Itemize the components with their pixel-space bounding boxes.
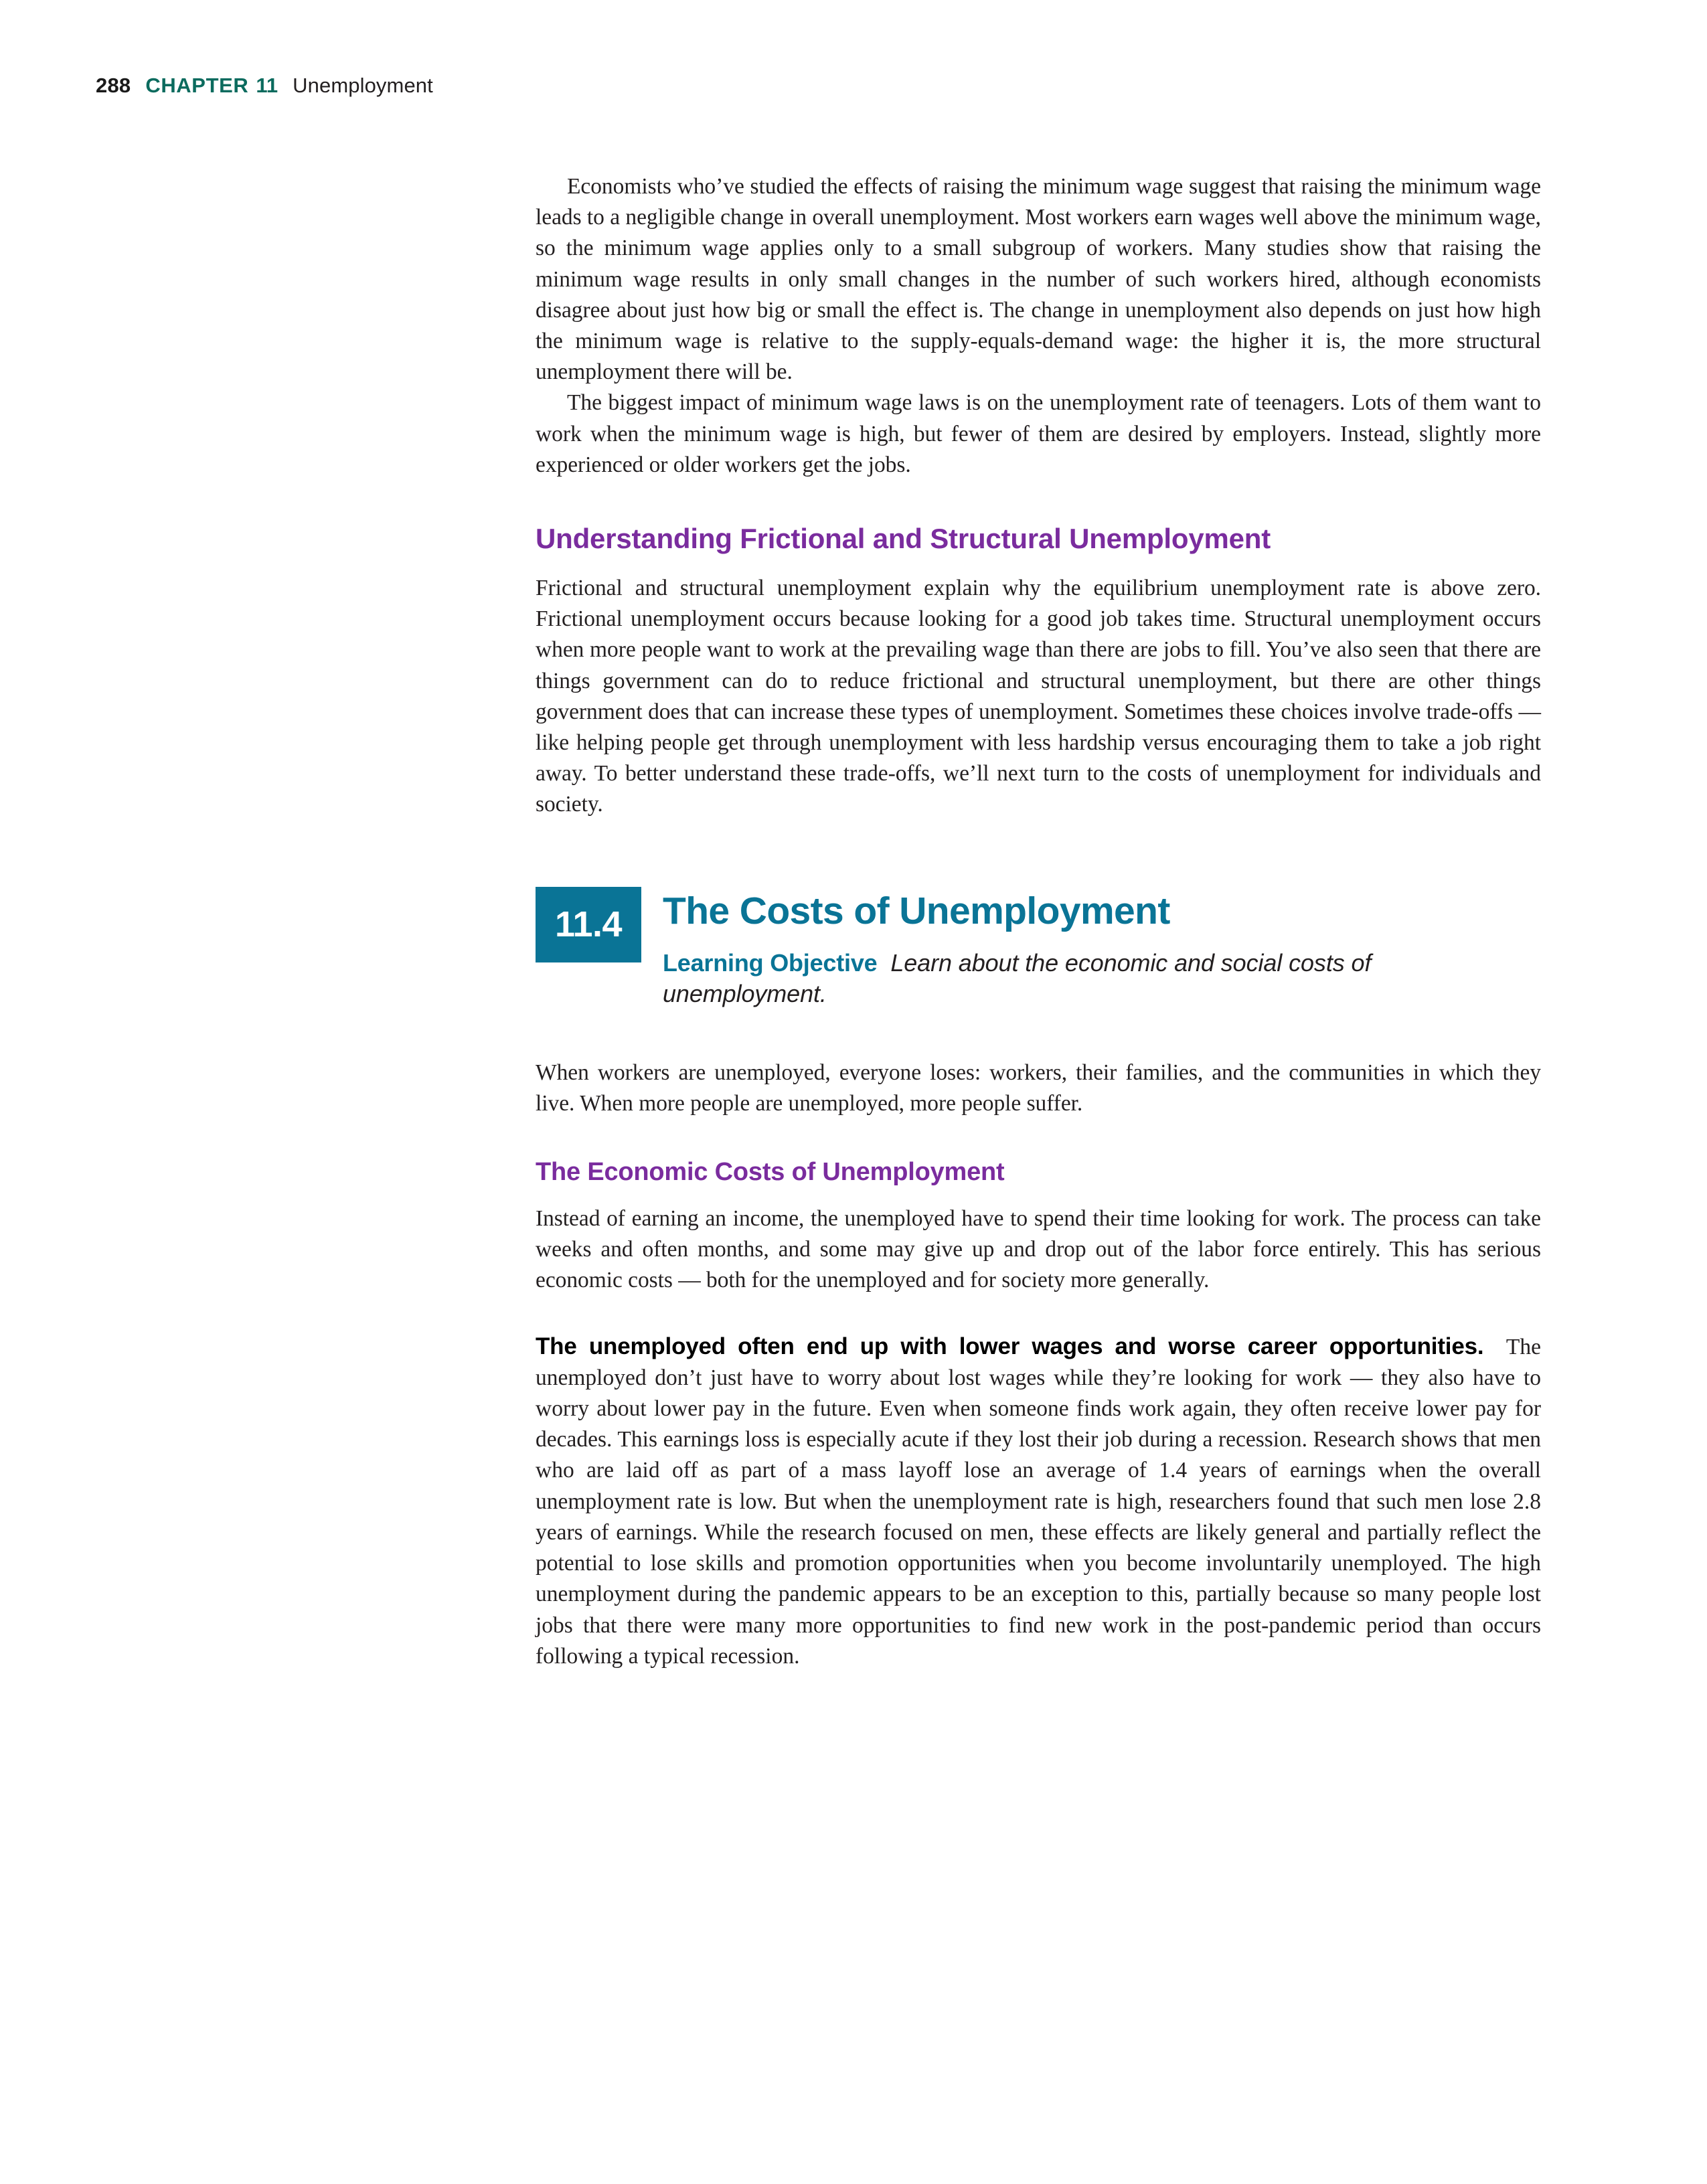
runin-body-text: The unemployed don’t just have to worry about lost wages while they’re looking for work — they also have to worry about lower pay in the future. Even when someone finds work again, they often receive lower pay for decades. This earnings loss is especially acute if they lost their job during a recession. Research shows that men who are laid off as part of a mass layoff lose an average of 1.4 years of earnings when the overall unemployment rate is low. But when the unemployment rate is high, researchers found that such men lose 2.8 years of earnings. While the research focused on men, these effects are likely general and partially reflect the potential to lose skills and promotion opportunities when you become involuntarily unemployed. The high unemployment during the pandemic appears to be an exception to this, partially because so many people lost jobs that there were many more opportunities to find new work in the post-pandemic period than occurs following a typical recession. (536, 1334, 1541, 1669)
spacer (536, 481, 1541, 522)
heading-economic-costs: The Economic Costs of Unemployment (536, 1158, 1005, 1187)
spacer (536, 1009, 1541, 1058)
spacer (536, 1119, 1541, 1157)
chapter-number: 11 (256, 74, 278, 97)
runin-heading: The unemployed often end up with lower wages and worse career opportunities. (536, 1333, 1484, 1359)
section-number-text: 11.4 (554, 904, 623, 945)
learning-objective (663, 948, 1486, 1009)
paragraph-everyone-loses: When workers are unemployed, everyone loses: workers, their families, and the communities in which they live. When more people are unemployed, more people suffer. (536, 1060, 1541, 1116)
heading-understanding-frictional-structural: Understanding Frictional and Structural Unemployment (536, 523, 1271, 555)
spacer (536, 1296, 1541, 1331)
running-head (96, 75, 433, 96)
text-column (536, 171, 1541, 1672)
paragraph-minimum-wage-effects: Economists who’ve studied the effects of raising the minimum wage suggest that raising the minimum wage leads to a negligible change in overall unemployment. Most workers earn wages well above the minimum wage, so the minimum wage applies only to a small subgroup of workers. Many studies show that raising the minimum wage results in only small changes in the number of such workers hired, although economists disagree about just how big or small the effect is. The change in unemployment also depends on just how high the minimum wage is relative to the supply-equals-demand wage: the higher it is, the more structural unemployment there will be. (536, 174, 1541, 385)
section-11-4 (536, 885, 1541, 1009)
paragraph-frictional-structural: Frictional and structural unemployment explain why the equilibrium unemployment rate is above zero. Frictional unemployment occurs because looking for a good job takes time. Structural unemployment occurs when more people want to work at the prevailing wage than there are jobs to fill. You’ve also seen that there are things government can do to reduce frictional and structural unemployment, but there are other things government does that can increase these types of unemployment. Sometimes these choices involve trade-offs — like helping people get through unemployment with less hardship versus encouraging them to take a job right away. To better understand these trade-offs, we’ll next turn to the costs of unemployment for individuals and society. (536, 576, 1541, 817)
section-number-badge (536, 887, 641, 962)
paragraph-runin-lower-wages (536, 1331, 1541, 1672)
learning-objective-body: Learn about the economic and social costs of unemployment. (663, 948, 1372, 1007)
paragraph-teenagers: The biggest impact of minimum wage laws is on the unemployment rate of teenagers. Lots of them want to work when the minimum wage is high, but fewer of them are desired by employers. Instead, slightly more experienced or older workers get the jobs. (536, 390, 1541, 477)
spacer (536, 1187, 1541, 1203)
chapter-title: Unemployment (293, 74, 433, 97)
spacer (536, 556, 1541, 573)
learning-objective-label: Learning Objective (663, 948, 878, 977)
runin-body (536, 1335, 1541, 1669)
section-title: The Costs of Unemployment (663, 889, 1170, 932)
page-number: 288 (96, 74, 131, 97)
chapter-label: CHAPTER (145, 74, 249, 97)
paragraph-instead-of-earning: Instead of earning an income, the unemployed have to spend their time looking for work. The process can take weeks and often months, and some may give up and drop out of the labor force entirely. This has serious economic costs — both for the unemployed and for society more generally. (536, 1206, 1541, 1293)
